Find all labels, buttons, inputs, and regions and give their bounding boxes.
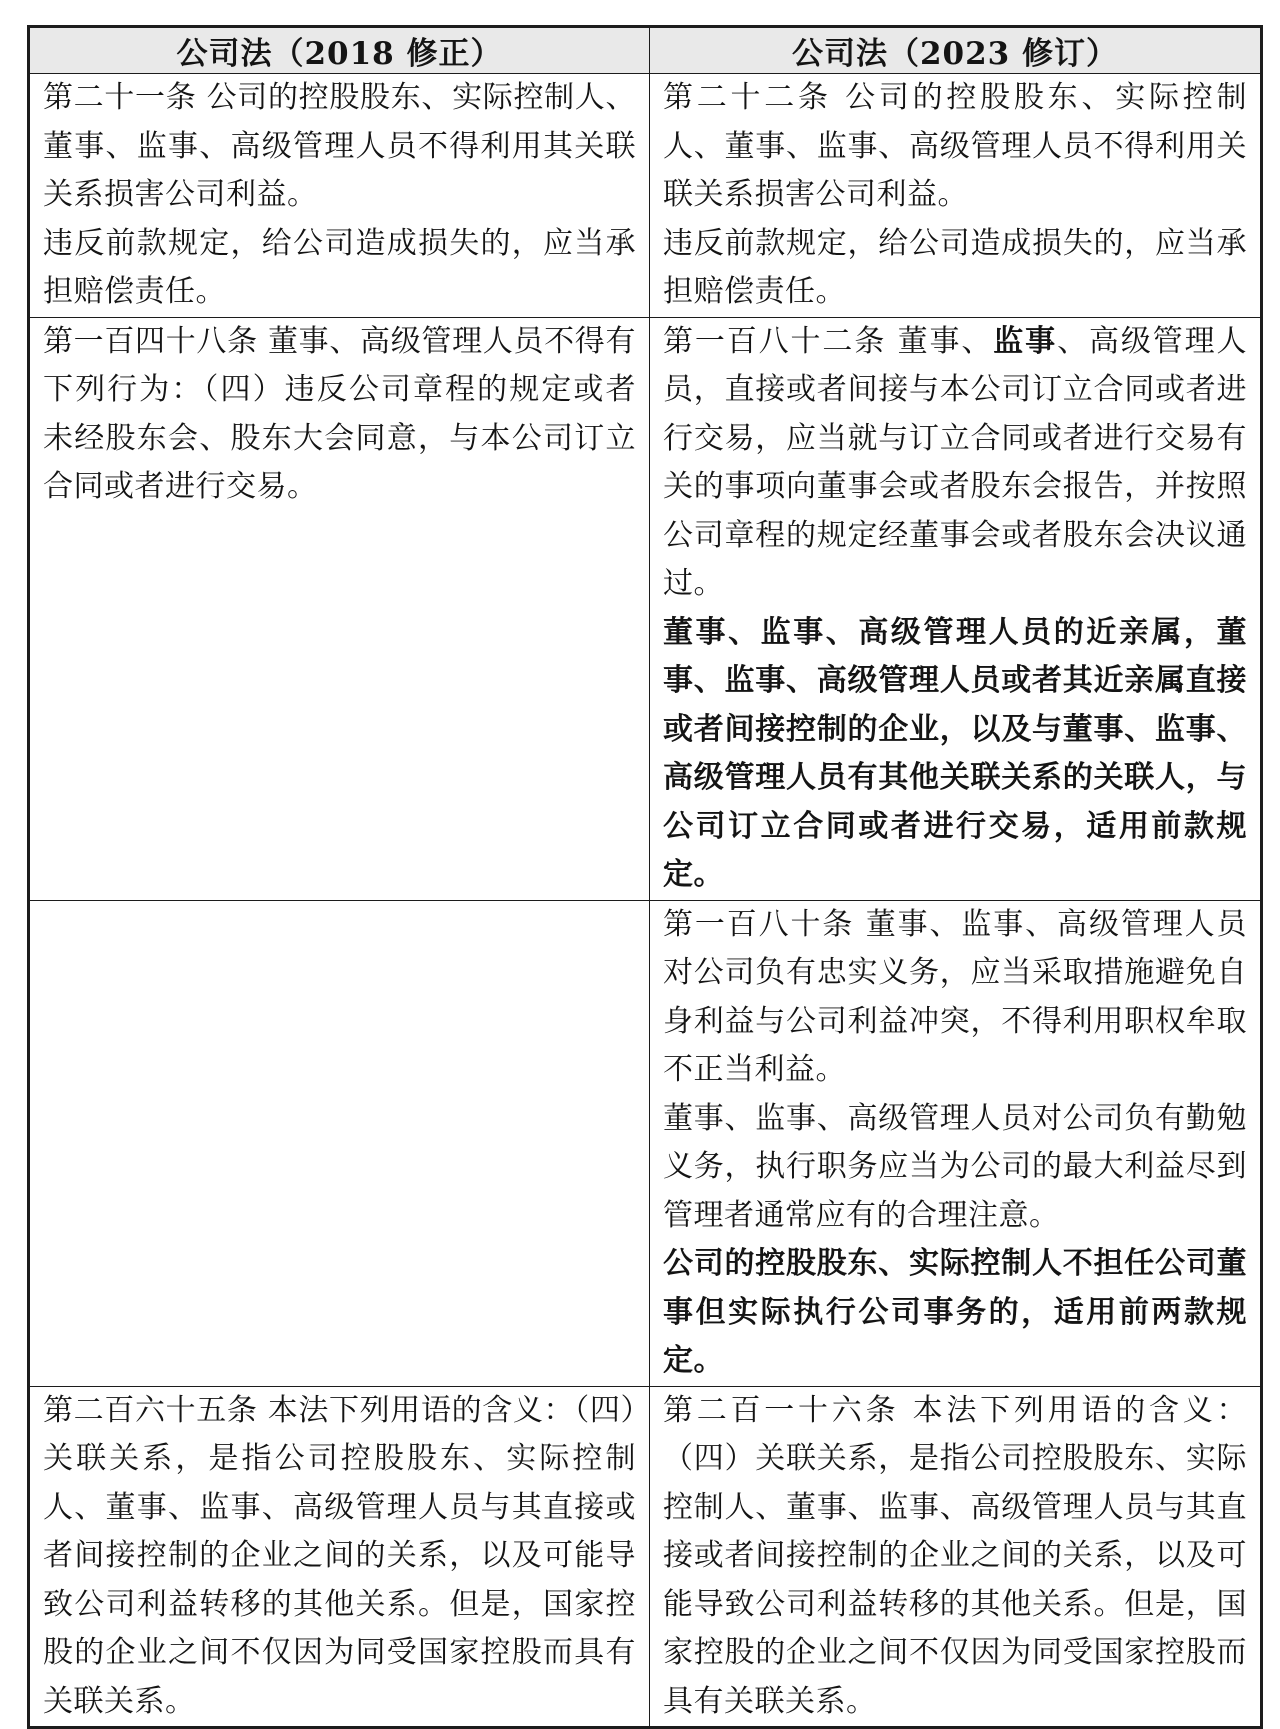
cell-row2-right <box>650 317 1262 900</box>
paragraph <box>663 1240 1247 1386</box>
law-comparison-table <box>27 25 1263 1729</box>
paragraph <box>663 901 1247 1095</box>
document-page <box>27 25 1263 1729</box>
cell-row4-right <box>650 1386 1262 1728</box>
cell-row3-right <box>650 900 1262 1386</box>
text-run: 第一百八十条 董事、监事、高级管理人员对公司负有忠实义务，应当采取措施避免自身利益与公司利益冲突，不得利用职权牟取不正当利益。 <box>663 906 1247 1087</box>
text-run: 第二十二条 公司的控股股东、实际控制人、董事、监事、高级管理人员不得利用关联关系损害公司利益。 <box>663 80 1247 212</box>
paragraph <box>43 220 636 317</box>
cell-row3-left <box>29 900 650 1386</box>
paragraph <box>663 1387 1247 1727</box>
paragraph <box>663 609 1247 900</box>
paragraph <box>43 1387 636 1727</box>
table-row-3 <box>29 900 1262 1386</box>
table-header <box>29 27 1262 74</box>
text-run: 第二百六十五条 本法下列用语的含义：（四）关联关系，是指公司控股股东、实际控制人、董事、监事、高级管理人员与其直接或者间接控制的企业之间的关系，以及可能导致公司利益转移的其他关系。但是，国家控股的企业之间不仅因为同受国家控股而具有关联关系。 <box>43 1392 636 1719</box>
paragraph <box>43 74 636 220</box>
paragraph <box>43 318 636 512</box>
comparison-table-body <box>29 74 1262 1728</box>
bold-text-run: 公司的控股股东、实际控制人不担任公司董事但实际执行公司事务的，适用前两款规定。 <box>663 1246 1247 1378</box>
text-run: 违反前款规定，给公司造成损失的，应当承担赔偿责任。 <box>663 225 1247 309</box>
table-row-1 <box>29 74 1262 318</box>
text-run: 第二百一十六条 本法下列用语的含义：（四）关联关系，是指公司控股股东、实际控制人、董事、监事、高级管理人员与其直接或者间接控制的企业之间的关系，以及可能导致公司利益转移的其他关系。但是，国家控股的企业之间不仅因为同受国家控股而具有关联关系。 <box>663 1392 1247 1719</box>
table-row-2 <box>29 317 1262 900</box>
paragraph <box>663 318 1247 609</box>
paragraph <box>663 1095 1247 1241</box>
header-row <box>29 27 1262 74</box>
header-law-2023: 公司法（2023 修订） <box>650 27 1262 74</box>
cell-row2-left <box>29 317 650 900</box>
header-law-2018: 公司法（2018 修正） <box>29 27 650 74</box>
table-row-4 <box>29 1386 1262 1728</box>
paragraph <box>663 74 1247 220</box>
text-run: 违反前款规定，给公司造成损失的，应当承担赔偿责任。 <box>43 225 636 309</box>
bold-text-run: 监事 <box>993 323 1058 359</box>
cell-row4-left <box>29 1386 650 1728</box>
bold-text-run: 董事、监事、高级管理人员的近亲属，董事、监事、高级管理人员或者其近亲属直接或者间接控制的企业，以及与董事、监事、高级管理人员有其他关联关系的关联人，与公司订立合同或者进行交易，适用前款规定。 <box>663 614 1247 892</box>
text-run: 第一百八十二条 董事、 <box>663 323 994 359</box>
text-run: 第一百四十八条 董事、高级管理人员不得有下列行为：（四）违反公司章程的规定或者未经股东会、股东大会同意，与本公司订立合同或者进行交易。 <box>43 323 636 504</box>
text-run: 第二十一条 公司的控股股东、实际控制人、董事、监事、高级管理人员不得利用其关联关系损害公司利益。 <box>43 80 636 212</box>
cell-row1-left <box>29 74 650 318</box>
text-run: 董事、监事、高级管理人员对公司负有勤勉义务，执行职务应当为公司的最大利益尽到管理者通常应有的合理注意。 <box>663 1100 1247 1233</box>
paragraph <box>663 220 1247 317</box>
cell-row1-right <box>650 74 1262 318</box>
text-run: 、高级管理人员，直接或者间接与本公司订立合同或者进行交易，应当就与订立合同或者进行交易有关的事项向董事会或者股东会报告，并按照公司章程的规定经董事会或者股东会决议通过。 <box>663 323 1248 601</box>
